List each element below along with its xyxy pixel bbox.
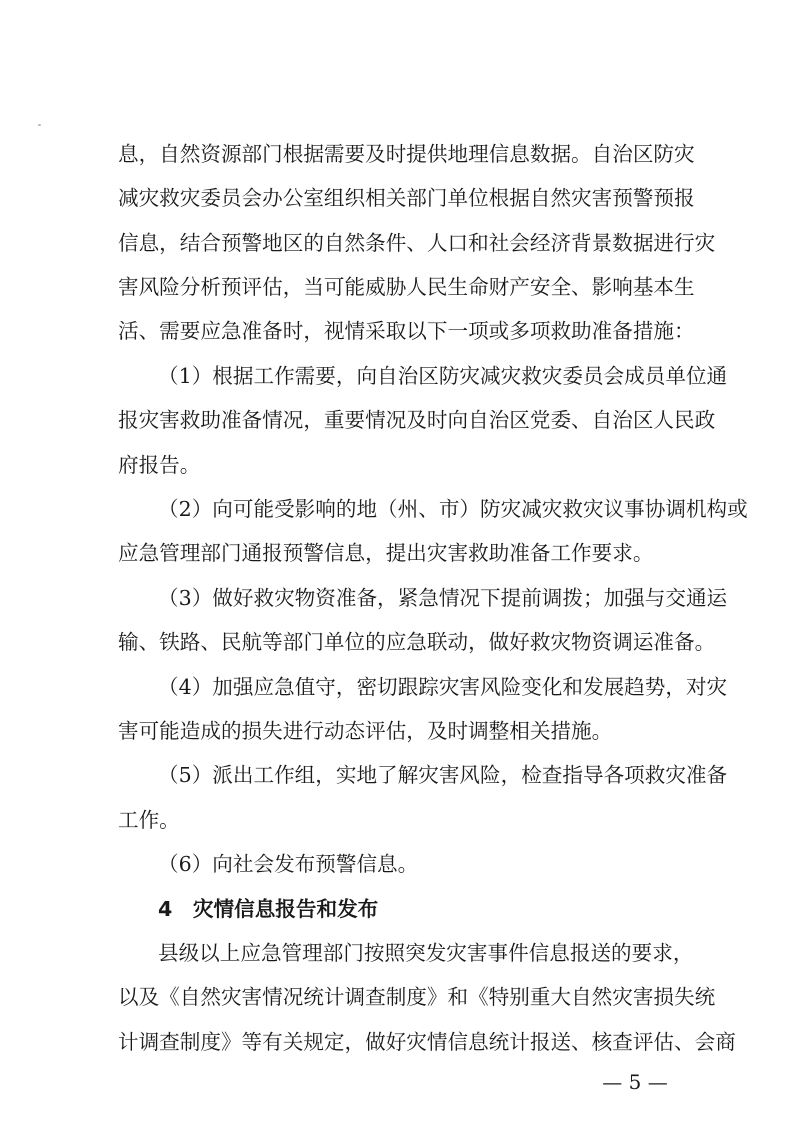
paragraph-line: 信息，结合预警地区的自然条件、人口和社会经济背景数据进行灾 — [118, 231, 716, 255]
paragraph-line: 县级以上应急管理部门按照突发灾害事件信息报送的要求， — [158, 941, 694, 965]
paragraph-line: （3）做好救灾物资准备，紧急情况下提前调拨；加强与交通运 — [158, 586, 728, 610]
paragraph-line: 减灾救灾委员会办公室组织相关部门单位根据自然灾害预警预报 — [118, 186, 695, 210]
paragraph-line: 息，自然资源部门根据需要及时提供地理信息数据。自治区防灾 — [118, 142, 695, 166]
page-number: — 5 — — [602, 1070, 668, 1094]
paragraph-line: 以及《自然灾害情况统计调查制度》和《特别重大自然灾害损失统 — [118, 985, 716, 1009]
paragraph-line: 输、铁路、民航等部门单位的应急联动，做好救灾物资调运准备。 — [118, 630, 716, 654]
paragraph-line: 报灾害救助准备情况，重要情况及时向自治区党委、自治区人民政 — [118, 408, 716, 432]
paragraph-line: 工作。 — [118, 808, 180, 832]
paragraph-line: （4）加强应急值守，密切跟踪灾害风险变化和发展趋势，对灾 — [158, 675, 728, 699]
paragraph-line: （2）向可能受影响的地（州、市）防灾减灾救灾议事协调机构或 — [158, 497, 748, 521]
scan-speck — [38, 124, 41, 126]
section-heading: 4 灾情信息报告和发布 — [158, 897, 379, 921]
paragraph-line: 害风险分析预评估，当可能威胁人民生命财产安全、影响基本生 — [118, 275, 695, 299]
paragraph-line: （1）根据工作需要，向自治区防灾减灾救灾委员会成员单位通 — [158, 364, 728, 388]
paragraph-line: 害可能造成的损失进行动态评估，及时调整相关措施。 — [118, 719, 613, 743]
paragraph-line: 府报告。 — [118, 453, 201, 477]
paragraph-line: 应急管理部门通报预警信息，提出灾害救助准备工作要求。 — [118, 541, 654, 565]
paragraph-line: （5）派出工作组，实地了解灾害风险，检查指导各项救灾准备 — [158, 763, 728, 787]
paragraph-line: 计调查制度》等有关规定，做好灾情信息统计报送、核查评估、会商 — [118, 1030, 736, 1054]
paragraph-line: 活、需要应急准备时，视情采取以下一项或多项救助准备措施： — [118, 319, 695, 343]
paragraph-line: （6）向社会发布预警信息。 — [158, 852, 419, 876]
